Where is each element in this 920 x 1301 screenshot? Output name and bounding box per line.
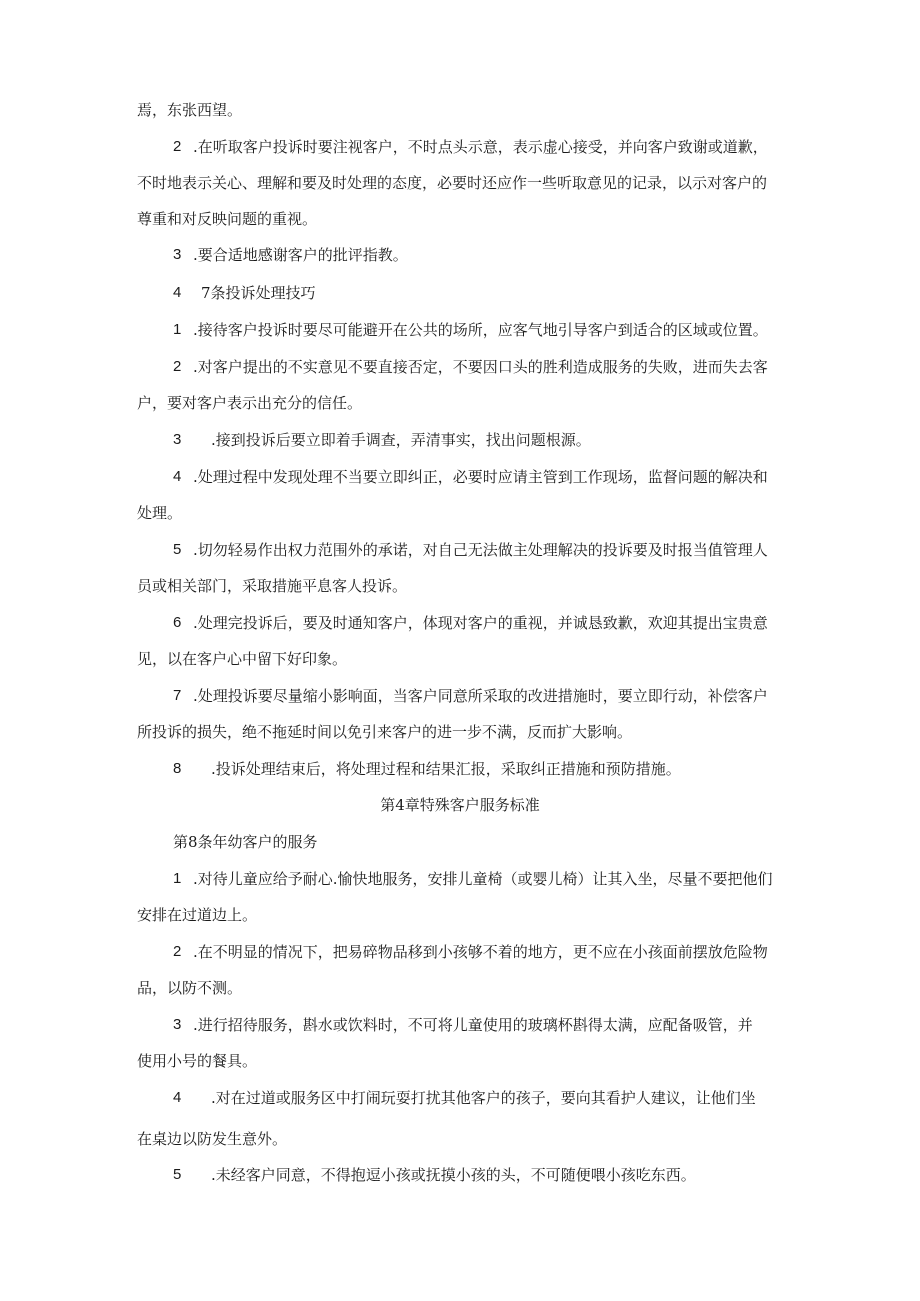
line-text: 户，要对客户表示出充分的信任。	[137, 394, 363, 412]
list-number: 2	[173, 358, 182, 375]
line-text: 见，以在客户心中留下好印象。	[137, 650, 348, 668]
line-text: 使用小号的餐具。	[137, 1052, 258, 1070]
line-text: .在听取客户投诉时要注视客户，不时点头示意，表示虚心接受，并向客户致谢或道歉，	[193, 138, 768, 156]
list-number: 5	[173, 541, 182, 558]
line-text: .未经客户同意，不得抱逗小孩或抚摸小孩的头，不可随便喂小孩吃东西。	[211, 1166, 696, 1184]
list-number: 7	[173, 687, 182, 704]
line-text: .接待客户投诉时要尽可能避开在公共的场所，应客气地引导客户到适合的区域或位置。	[193, 321, 768, 339]
line-text: .对在过道或服务区中打闹玩耍打扰其他客户的孩子，要向其看护人建议，让他们坐	[211, 1089, 756, 1107]
line-text: .处理投诉要尽量缩小影响面，当客户同意所采取的改进措施时，要立即行动，补偿客户	[193, 687, 768, 705]
list-number: 3	[173, 1016, 182, 1033]
chapter-heading: 第4章特殊客户服务标准	[380, 796, 540, 814]
section-text: 第8条年幼客户的服务	[173, 833, 318, 851]
line-text: .处理过程中发现处理不当要立即纠正，必要时应请主管到工作现场，监督问题的解决和	[193, 468, 768, 486]
line-text: .进行招待服务，斟水或饮料时，不可将儿童使用的玻璃杯斟得太满，应配备吸管，并	[193, 1016, 753, 1034]
list-number: 1	[173, 870, 182, 887]
line-text: 处理。	[137, 504, 183, 522]
line-text: .对待儿童应给予耐心.愉快地服务，安排儿童椅（或婴儿椅）让其入坐，尽量不要把他们	[193, 870, 773, 888]
line-text: 品，以防不测。	[137, 979, 243, 997]
line-text: .处理完投诉后，要及时通知客户，体现对客户的重视，并诚恳致歉，欢迎其提出宝贵意	[193, 614, 768, 632]
list-number: 2	[173, 138, 182, 155]
list-number: 3	[173, 431, 182, 448]
list-number: 6	[173, 614, 182, 631]
line-text: .对客户提出的不实意见不要直接否定，不要因口头的胜利造成服务的失败，进而失去客	[193, 358, 768, 376]
list-number: 2	[173, 943, 182, 960]
list-number: 4	[173, 468, 182, 485]
line-text: 焉，东张西望。	[137, 101, 243, 119]
list-number: 3	[173, 246, 182, 263]
line-text: 员或相关部门，采取措施平息客人投诉。	[137, 577, 408, 595]
line-text: .要合适地感谢客户的批评指教。	[193, 246, 408, 264]
line-text: 所投诉的损失，绝不拖延时间以免引来客户的进一步不满，反而扩大影响。	[137, 723, 633, 741]
line-text: .投诉处理结束后，将处理过程和结果汇报，采取纠正措施和预防措施。	[211, 760, 681, 778]
list-number: 1	[173, 321, 182, 338]
section-number: 4	[173, 284, 182, 301]
line-text: .接到投诉后要立即着手调查，弄清事实，找出问题根源。	[211, 431, 591, 449]
line-text: 不时地表示关心、理解和要及时处理的态度，必要时还应作一些听取意见的记录，以示对客户的	[137, 174, 768, 192]
list-number: 5	[173, 1166, 182, 1183]
line-text: 安排在过道边上。	[137, 906, 258, 924]
line-text: .切勿轻易作出权力范围外的承诺，对自己无法做主处理解决的投诉要及时报当值管理人	[193, 541, 768, 559]
list-number: 8	[173, 760, 182, 777]
line-text: 尊重和对反映问题的重视。	[137, 210, 318, 228]
list-number: 4	[173, 1089, 182, 1106]
line-text: .在不明显的情况下，把易碎物品移到小孩够不着的地方，更不应在小孩面前摆放危险物	[193, 943, 768, 961]
line-text: 在桌边以防发生意外。	[137, 1130, 288, 1148]
section-text: 7条投诉处理技巧	[201, 284, 316, 302]
